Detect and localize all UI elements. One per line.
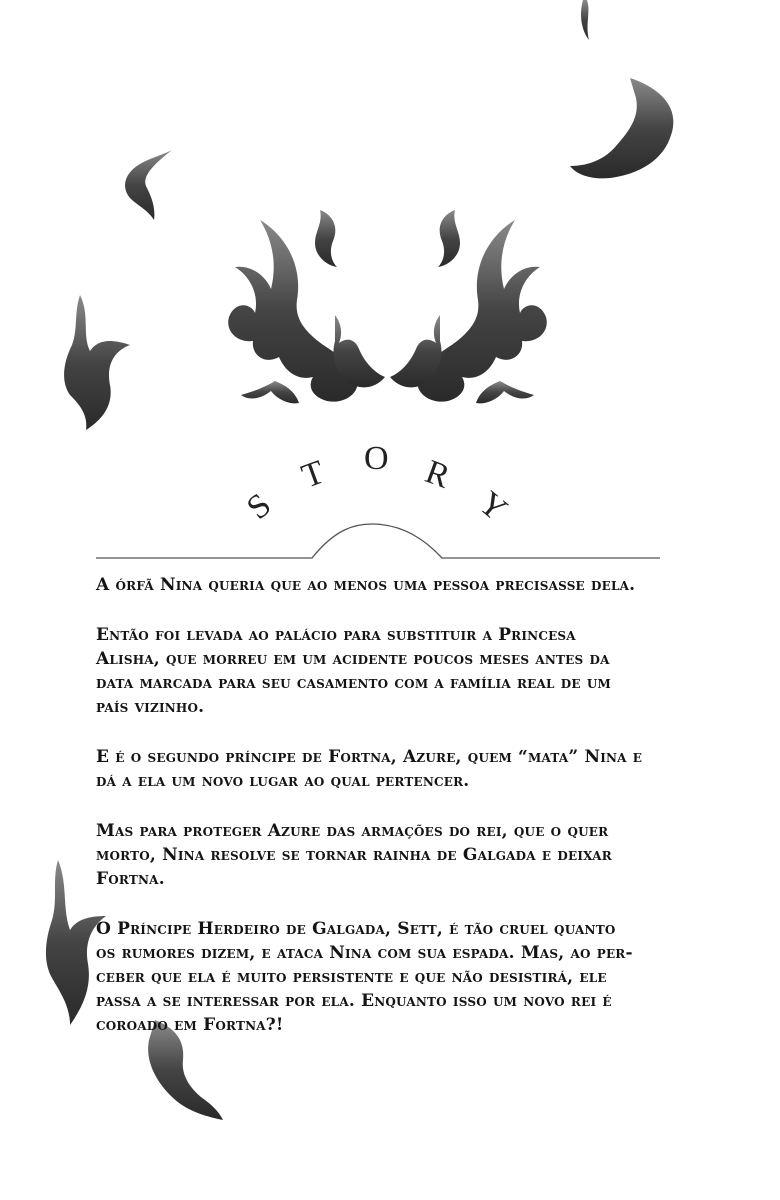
- text-line: coroado em Fortna?!: [96, 1015, 284, 1035]
- text-line: Mas para proteger Azure das armações do rei, que o quer: [96, 821, 609, 841]
- story-paragraph-3: [96, 745, 676, 793]
- text-line: os rumores dizem, e ataca Nina com sua espada. Mas, ao per-: [96, 943, 633, 963]
- story-paragraph-4: [96, 819, 676, 891]
- text-line: Fortna.: [96, 869, 165, 889]
- story-paragraph-5: [96, 917, 676, 1037]
- title-letter-o: O: [364, 440, 389, 477]
- crown-ornament-icon: [215, 205, 560, 420]
- title-letter-y: Y: [471, 484, 514, 529]
- text-line: Então foi levada ao palácio para substituir a Princesa: [96, 625, 576, 645]
- text-line: dá a ela um novo lugar ao qual pertencer.: [96, 771, 470, 791]
- text-line: país vizinho.: [96, 697, 205, 717]
- text-line: passa a se interessar por ela. Enquanto isso um novo rei é: [96, 991, 612, 1011]
- text-line: ceber que ela é muito persistente e que não desistirá, ele: [96, 967, 607, 987]
- flame-petal-icon: [60, 295, 135, 430]
- story-text: [96, 573, 676, 1063]
- title-divider: [96, 520, 660, 562]
- flame-petal-icon: [570, 78, 682, 180]
- text-line: E é o segundo príncipe de Fortna, Azure, quem “mata” Nina e: [96, 747, 643, 767]
- title-letter-r: R: [420, 453, 455, 496]
- text-line: Alisha, que morreu em um acidente poucos meses antes da: [96, 649, 610, 669]
- title-letter-t: T: [297, 453, 330, 496]
- text-line: O Príncipe Herdeiro de Galgada, Sett, é tão cruel quanto: [96, 919, 616, 939]
- story-paragraph-1: [96, 573, 676, 597]
- text-line: morto, Nina resolve se tornar rainha de Galgada e deixar: [96, 845, 612, 865]
- text-line: data marcada para seu casamento com a família real de um: [96, 673, 611, 693]
- story-paragraph-2: [96, 623, 676, 719]
- text-line: A órfã Nina queria que ao menos uma pessoa precisasse dela.: [96, 575, 636, 595]
- flame-petal-icon: [575, 0, 615, 42]
- title-letter-s: S: [240, 486, 279, 527]
- flame-petal-icon: [120, 150, 176, 220]
